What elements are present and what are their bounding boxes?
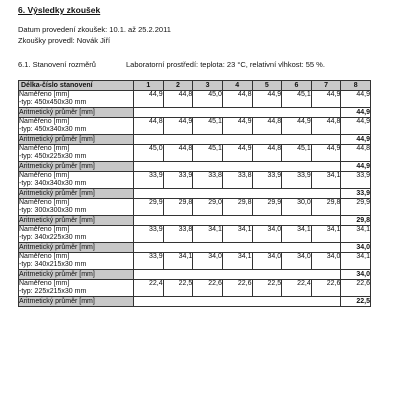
measured-value-cell: 34,0 — [311, 253, 341, 270]
average-label: Aritmetický průměr [mm] — [19, 216, 134, 226]
measured-value-cell: 44,8 — [163, 145, 193, 162]
measured-label: Naměřeno [mm] — [19, 145, 70, 152]
average-value-cell: 29,8 — [341, 216, 371, 226]
table-row — [19, 145, 371, 162]
measured-label: Naměřeno [mm] — [19, 199, 70, 206]
average-spacer — [134, 135, 341, 145]
measured-value-cell: 33,9 — [282, 172, 312, 189]
average-spacer — [134, 189, 341, 199]
average-label: Aritmetický průměr [mm] — [19, 162, 134, 172]
measured-label: Naměřeno [mm] — [19, 118, 70, 125]
measured-value-cell: 34,0 — [252, 253, 282, 270]
measured-value-cell: 34,1 — [311, 172, 341, 189]
measured-value-cell: 44,9 — [282, 118, 312, 135]
measured-value-cell: 29,8 — [222, 199, 252, 216]
measured-value-cell: 33,9 — [134, 253, 164, 270]
average-value-cell: 34,0 — [341, 270, 371, 280]
average-value-cell: 44,9 — [341, 135, 371, 145]
measured-value-cell: 34,1 — [193, 226, 223, 243]
specimen-type-label: -typ: 300x300x30 mm — [19, 207, 87, 214]
average-row — [19, 297, 371, 307]
average-label: Aritmetický průměr [mm] — [19, 135, 134, 145]
measured-value-cell: 44,9 — [311, 91, 341, 108]
measured-value-cell: 44,8 — [222, 91, 252, 108]
measured-value-cell: 33,8 — [193, 172, 223, 189]
row-label — [19, 172, 134, 189]
column-header: 3 — [193, 81, 223, 91]
row-label — [19, 280, 134, 297]
column-header: 1 — [134, 81, 164, 91]
average-row — [19, 270, 371, 280]
average-row — [19, 243, 371, 253]
table-row — [19, 226, 371, 243]
table-row — [19, 172, 371, 189]
average-spacer — [134, 297, 341, 307]
measured-value-cell: 29,9 — [134, 199, 164, 216]
measured-label: Naměřeno [mm] — [19, 280, 70, 287]
column-header: 7 — [311, 81, 341, 91]
specimen-type-label: -typ: 225x215x30 mm — [19, 288, 87, 295]
column-header: 2 — [163, 81, 193, 91]
measured-label: Naměřeno [mm] — [19, 226, 70, 233]
measured-value-cell: 33,9 — [134, 172, 164, 189]
row-label — [19, 118, 134, 135]
column-header: 5 — [252, 81, 282, 91]
row-label — [19, 226, 134, 243]
section-heading: 6. Výsledky zkoušek — [18, 5, 101, 15]
measured-value-cell: 44,9 — [222, 145, 252, 162]
average-row — [19, 216, 371, 226]
average-value-cell: 44,9 — [341, 162, 371, 172]
measured-value-cell: 33,9 — [134, 226, 164, 243]
average-value-cell: 34,0 — [341, 243, 371, 253]
average-row — [19, 162, 371, 172]
measured-value-cell: 44,8 — [163, 91, 193, 108]
measured-value-cell: 22,6 — [341, 280, 371, 297]
measured-value-cell: 44,8 — [252, 118, 282, 135]
measured-value-cell: 22,5 — [163, 280, 193, 297]
specimen-type-label: -typ: 450x450x30 mm — [19, 99, 87, 106]
column-header: Délka-číslo stanovení — [19, 81, 134, 91]
measured-value-cell: 45,1 — [282, 145, 312, 162]
measured-value-cell: 22,6 — [193, 280, 223, 297]
measured-value-cell: 33,9 — [252, 172, 282, 189]
specimen-type-label: -typ: 340x225x30 mm — [19, 234, 87, 241]
measured-value-cell: 29,9 — [341, 199, 371, 216]
measured-label: Naměřeno [mm] — [19, 91, 70, 98]
row-label — [19, 91, 134, 108]
average-row — [19, 108, 371, 118]
measured-value-cell: 34,1 — [341, 226, 371, 243]
measured-value-cell: 44,9 — [311, 145, 341, 162]
average-spacer — [134, 108, 341, 118]
average-value-cell: 22,5 — [341, 297, 371, 307]
average-spacer — [134, 270, 341, 280]
measured-value-cell: 29,8 — [163, 199, 193, 216]
average-label: Aritmetický průměr [mm] — [19, 108, 134, 118]
measured-value-cell: 44,8 — [134, 118, 164, 135]
column-header: 6 — [282, 81, 312, 91]
test-date-line: Datum provedení zkoušek: 10.1. až 25.2.2011 — [18, 25, 171, 34]
measured-value-cell: 45,1 — [282, 91, 312, 108]
measured-value-cell: 34,0 — [193, 253, 223, 270]
measured-value-cell: 44,9 — [163, 118, 193, 135]
specimen-type-label: -typ: 450x340x30 mm — [19, 126, 87, 133]
measured-value-cell: 44,9 — [341, 118, 371, 135]
tester-line: Zkoušky provedl: Novák Jiří — [18, 36, 111, 45]
average-label: Aritmetický průměr [mm] — [19, 297, 134, 307]
measured-value-cell: 45,0 — [134, 145, 164, 162]
specimen-type-label: -typ: 450x225x30 mm — [19, 153, 87, 160]
table-header-row — [19, 81, 371, 91]
measured-value-cell: 44,9 — [134, 91, 164, 108]
average-label: Aritmetický průměr [mm] — [19, 243, 134, 253]
row-label — [19, 253, 134, 270]
measured-value-cell: 33,8 — [163, 226, 193, 243]
measured-value-cell: 22,5 — [252, 280, 282, 297]
measured-value-cell: 34,1 — [341, 253, 371, 270]
table-row — [19, 118, 371, 135]
row-label — [19, 145, 134, 162]
measured-value-cell: 44,8 — [252, 145, 282, 162]
measured-value-cell: 29,8 — [311, 199, 341, 216]
measured-value-cell: 34,1 — [163, 253, 193, 270]
average-spacer — [134, 162, 341, 172]
average-label: Aritmetický průměr [mm] — [19, 270, 134, 280]
measured-value-cell: 44,9 — [341, 91, 371, 108]
measured-value-cell: 34,1 — [311, 226, 341, 243]
measured-value-cell: 34,1 — [222, 253, 252, 270]
row-label — [19, 199, 134, 216]
column-header: 4 — [222, 81, 252, 91]
average-spacer — [134, 216, 341, 226]
measured-value-cell: 30,0 — [282, 199, 312, 216]
measured-value-cell: 44,9 — [222, 118, 252, 135]
column-header: 8 — [341, 81, 371, 91]
table-row — [19, 280, 371, 297]
table-row — [19, 199, 371, 216]
measured-value-cell: 34,1 — [282, 226, 312, 243]
measured-value-cell: 44,8 — [341, 145, 371, 162]
measured-value-cell: 45,0 — [193, 91, 223, 108]
measured-value-cell: 44,9 — [252, 91, 282, 108]
average-spacer — [134, 243, 341, 253]
measured-value-cell: 29,0 — [193, 199, 223, 216]
measured-value-cell: 33,9 — [341, 172, 371, 189]
measured-value-cell: 34,0 — [252, 226, 282, 243]
lab-conditions: Laboratorní prostředí: teplota: 23 °C, relativní vlhkost: 55 %. — [126, 60, 325, 69]
measured-value-cell: 22,4 — [282, 280, 312, 297]
measured-value-cell: 45,1 — [193, 118, 223, 135]
specimen-type-label: -typ: 340x215x30 mm — [19, 261, 87, 268]
measured-value-cell: 45,1 — [193, 145, 223, 162]
measured-value-cell: 33,8 — [222, 172, 252, 189]
measured-value-cell: 29,9 — [252, 199, 282, 216]
measured-value-cell: 44,8 — [311, 118, 341, 135]
table-row — [19, 253, 371, 270]
average-row — [19, 189, 371, 199]
subsection-title: 6.1. Stanovení rozměrů — [18, 60, 96, 69]
measured-value-cell: 22,4 — [134, 280, 164, 297]
measured-value-cell: 22,6 — [311, 280, 341, 297]
specimen-type-label: -typ: 340x340x30 mm — [19, 180, 87, 187]
table-row — [19, 91, 371, 108]
measured-value-cell: 33,9 — [163, 172, 193, 189]
average-row — [19, 135, 371, 145]
measured-value-cell: 34,1 — [222, 226, 252, 243]
measured-label: Naměřeno [mm] — [19, 172, 70, 179]
average-value-cell: 44,9 — [341, 108, 371, 118]
measured-value-cell: 22,6 — [222, 280, 252, 297]
measured-value-cell: 34,0 — [282, 253, 312, 270]
average-value-cell: 33,9 — [341, 189, 371, 199]
average-label: Aritmetický průměr [mm] — [19, 189, 134, 199]
measured-label: Naměřeno [mm] — [19, 253, 70, 260]
results-table — [18, 80, 371, 307]
